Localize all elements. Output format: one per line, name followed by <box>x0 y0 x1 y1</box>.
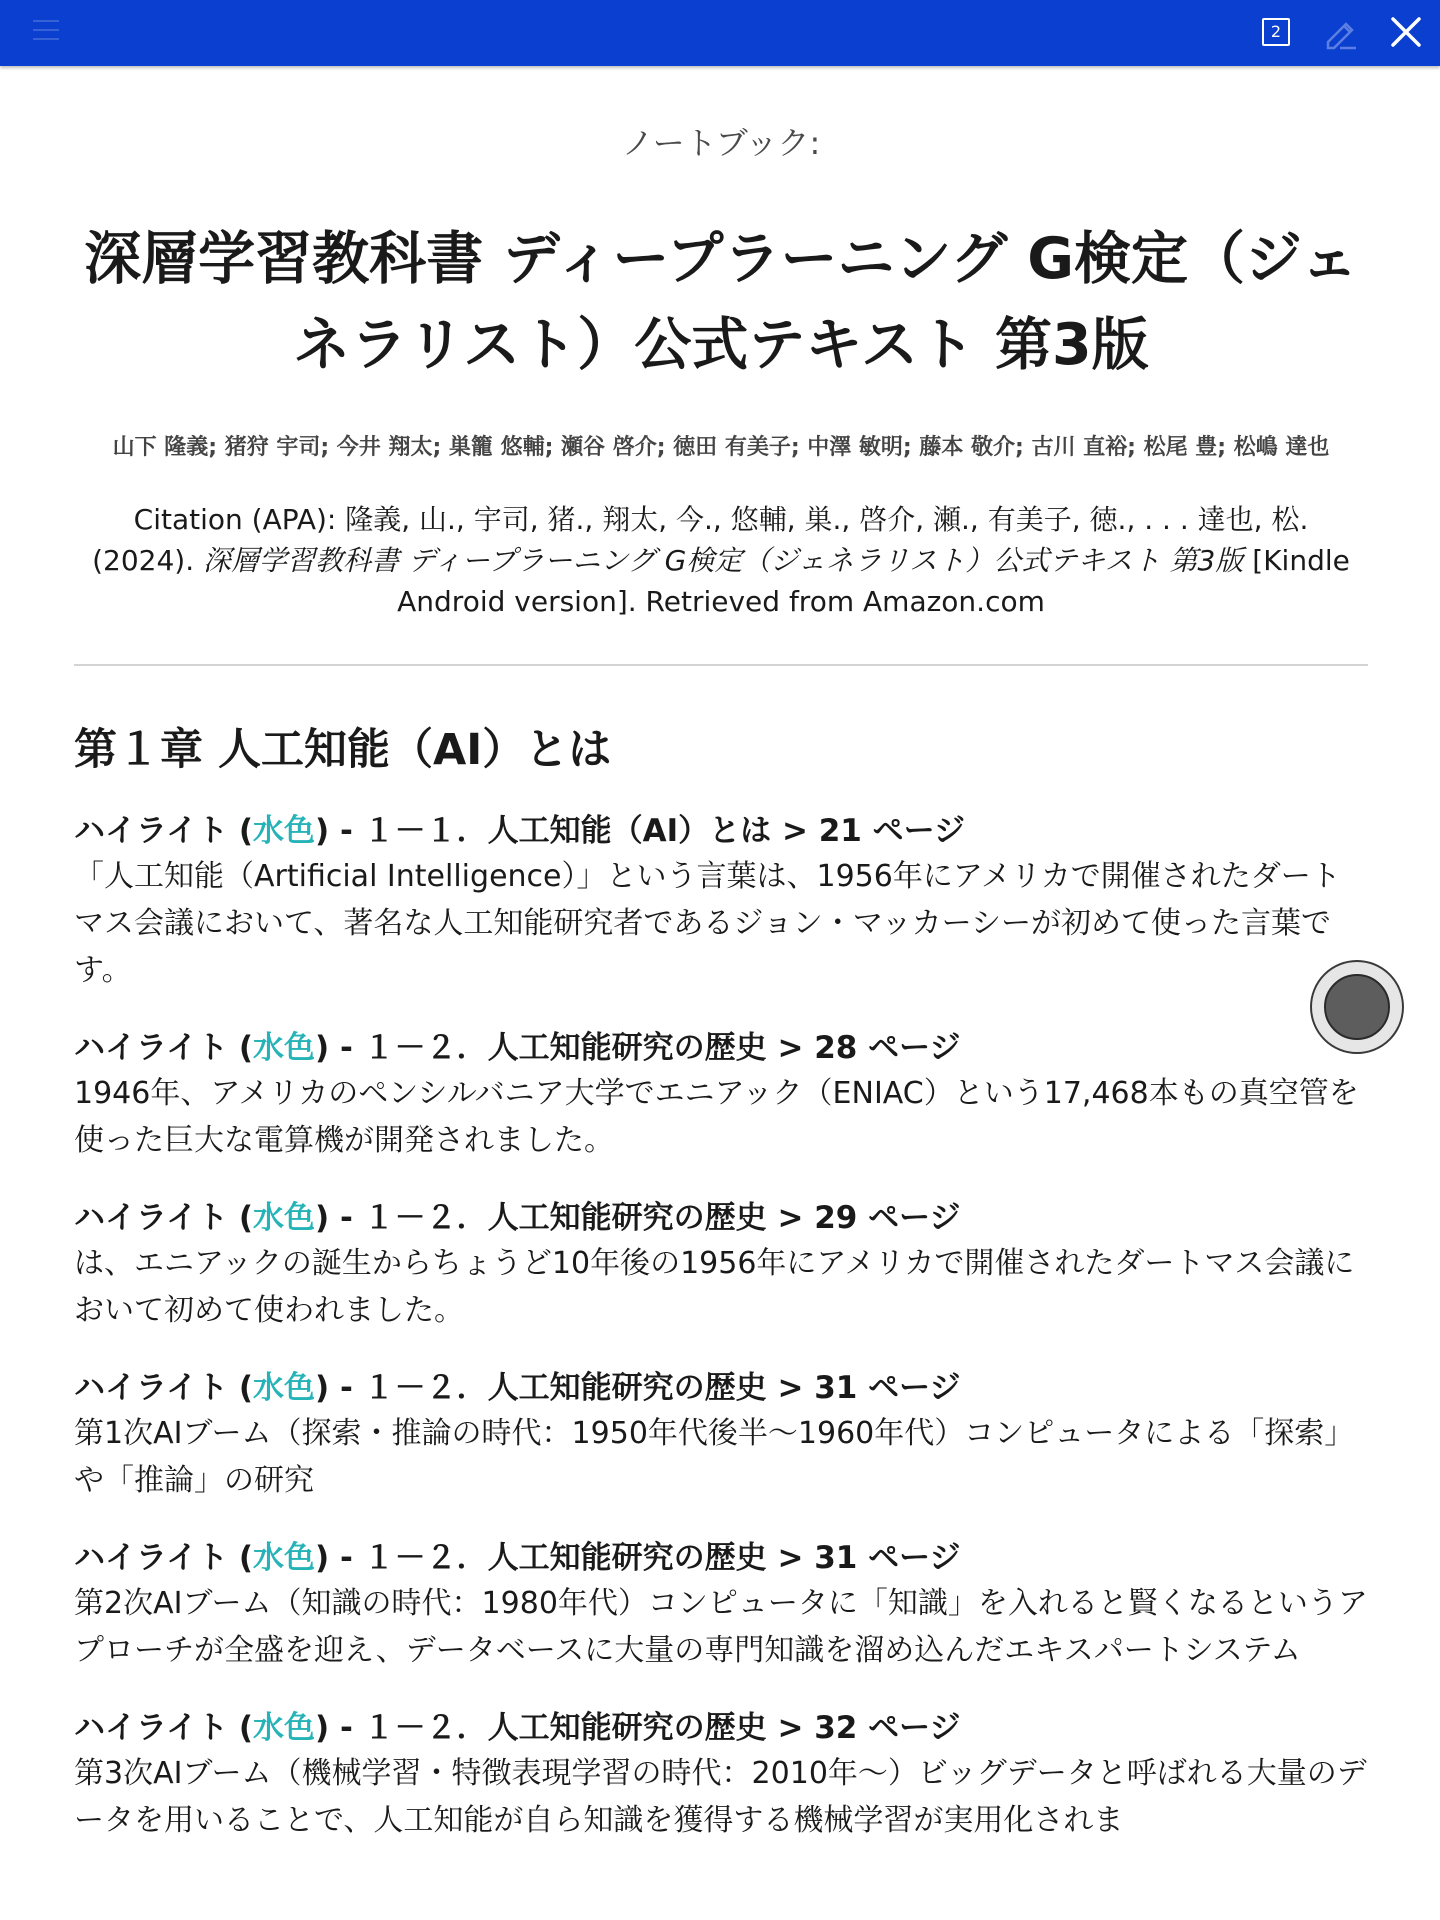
top-toolbar <box>0 0 1440 66</box>
highlight-header <box>74 1026 1368 1070</box>
highlight-prefix: ハイライト ( <box>74 1370 254 1406</box>
highlight-header <box>74 1366 1368 1410</box>
highlight-text: 第3次AIブーム（機械学習・特徴表現学習の時代：2010年～）ビッグデータと呼ばれる大量のデータを用いることで、人工知能が自ら知識を獲得する機械学習が実用化されま <box>74 1756 1367 1838</box>
citation-suffix: [Kindle Android version]. Retrieved from Amazon.com <box>397 544 1350 618</box>
highlight-color-label: 水色 <box>253 1710 316 1746</box>
highlight-text: 第2次AIブーム（知識の時代：1980年代）コンピュータに「知識」を入れると賢くなるというアプローチが全盛を迎え、データベースに大量の専門知識を溜め込んだエキスパートシステム <box>74 1586 1368 1668</box>
highlight-header <box>74 1196 1368 1240</box>
highlight-location: ) - １－２．人工知能研究の歴史 > 31 ページ <box>315 1540 961 1576</box>
floating-action-button[interactable] <box>1310 960 1404 1054</box>
tabs-icon[interactable]: 2 <box>1262 18 1290 46</box>
highlight-prefix: ハイライト ( <box>74 1710 254 1746</box>
highlight-color-label: 水色 <box>253 1030 316 1066</box>
citation-title: 深層学習教科書 ディープラーニング G検定（ジェネラリスト）公式テキスト 第3版 <box>203 544 1244 577</box>
highlight-prefix: ハイライト ( <box>74 1200 254 1236</box>
highlight-header <box>74 809 1368 853</box>
close-icon[interactable] <box>1388 14 1424 50</box>
highlight-text: 「人工知能（Artificial Intelligence）」という言葉は、1956年にアメリカで開催されたダートマス会議において、著名な人工知能研究者であるジョン・マッカーシーが初めて使った言葉です。 <box>74 859 1341 988</box>
highlight-text: 1946年、アメリカのペンシルバニア大学でエニアック（ENIAC）という17,468本もの真空管を使った巨大な電算機が開発されました。 <box>74 1076 1359 1158</box>
highlight-prefix: ハイライト ( <box>74 1540 254 1576</box>
citation-prefix: Citation (APA): 隆義, 山., 宇司, 猪., 翔太, 今., 悠輔, 巣., 啓介, 瀬., 有美子, 徳., . . . 達也, 松. (2024). <box>92 503 1309 577</box>
highlight-location: ) - １－２．人工知能研究の歴史 > 32 ページ <box>315 1710 961 1746</box>
highlight-header <box>74 1536 1368 1580</box>
chapter-heading: 第１章 人工知能（AI）とは <box>74 725 612 775</box>
highlight-prefix: ハイライト ( <box>74 1030 254 1066</box>
highlight-location: ) - １－２．人工知能研究の歴史 > 29 ページ <box>315 1200 961 1236</box>
notebook-label: ノートブック: <box>621 124 821 162</box>
highlight-location: ) - １－２．人工知能研究の歴史 > 28 ページ <box>315 1030 961 1066</box>
highlight-prefix: ハイライト ( <box>74 813 254 849</box>
highlight-header <box>74 1706 1368 1750</box>
menu-icon[interactable] <box>33 20 59 44</box>
divider <box>74 664 1368 666</box>
citation <box>74 499 1368 622</box>
book-title: 深層学習教科書 ディープラーニング G検定（ジェネラリスト）公式テキスト 第3版 <box>84 226 1358 378</box>
highlight-item[interactable] <box>74 809 1368 994</box>
fab-inner-circle <box>1324 974 1390 1040</box>
highlight-item[interactable] <box>74 1706 1368 1844</box>
highlight-color-label: 水色 <box>253 813 316 849</box>
highlight-color-label: 水色 <box>253 1540 316 1576</box>
highlight-location: ) - １－２．人工知能研究の歴史 > 31 ページ <box>315 1370 961 1406</box>
highlight-item[interactable] <box>74 1026 1368 1164</box>
highlight-text: は、エニアックの誕生からちょうど10年後の1956年にアメリカで開催されたダートマス会議において初めて使われました。 <box>74 1246 1355 1328</box>
highlight-location: ) - １－１．人工知能（AI）とは > 21 ページ <box>315 813 966 849</box>
edit-icon[interactable] <box>1322 14 1360 52</box>
highlight-item[interactable] <box>74 1366 1368 1504</box>
notebook-content <box>74 66 1368 1844</box>
highlight-item[interactable] <box>74 1536 1368 1674</box>
highlight-text: 第1次AIブーム（探索・推論の時代：1950年代後半～1960年代）コンピュータによる「探索」や「推論」の研究 <box>74 1416 1355 1498</box>
authors: 山下 隆義; 猪狩 宇司; 今井 翔太; 巣籠 悠輔; 瀬谷 啓介; 徳田 有美子; 中澤 敏明; 藤本 敬介; 古川 直裕; 松尾 豊; 松嶋 達也 <box>112 435 1330 460</box>
highlight-item[interactable] <box>74 1196 1368 1334</box>
highlight-color-label: 水色 <box>253 1200 316 1236</box>
highlight-color-label: 水色 <box>253 1370 316 1406</box>
